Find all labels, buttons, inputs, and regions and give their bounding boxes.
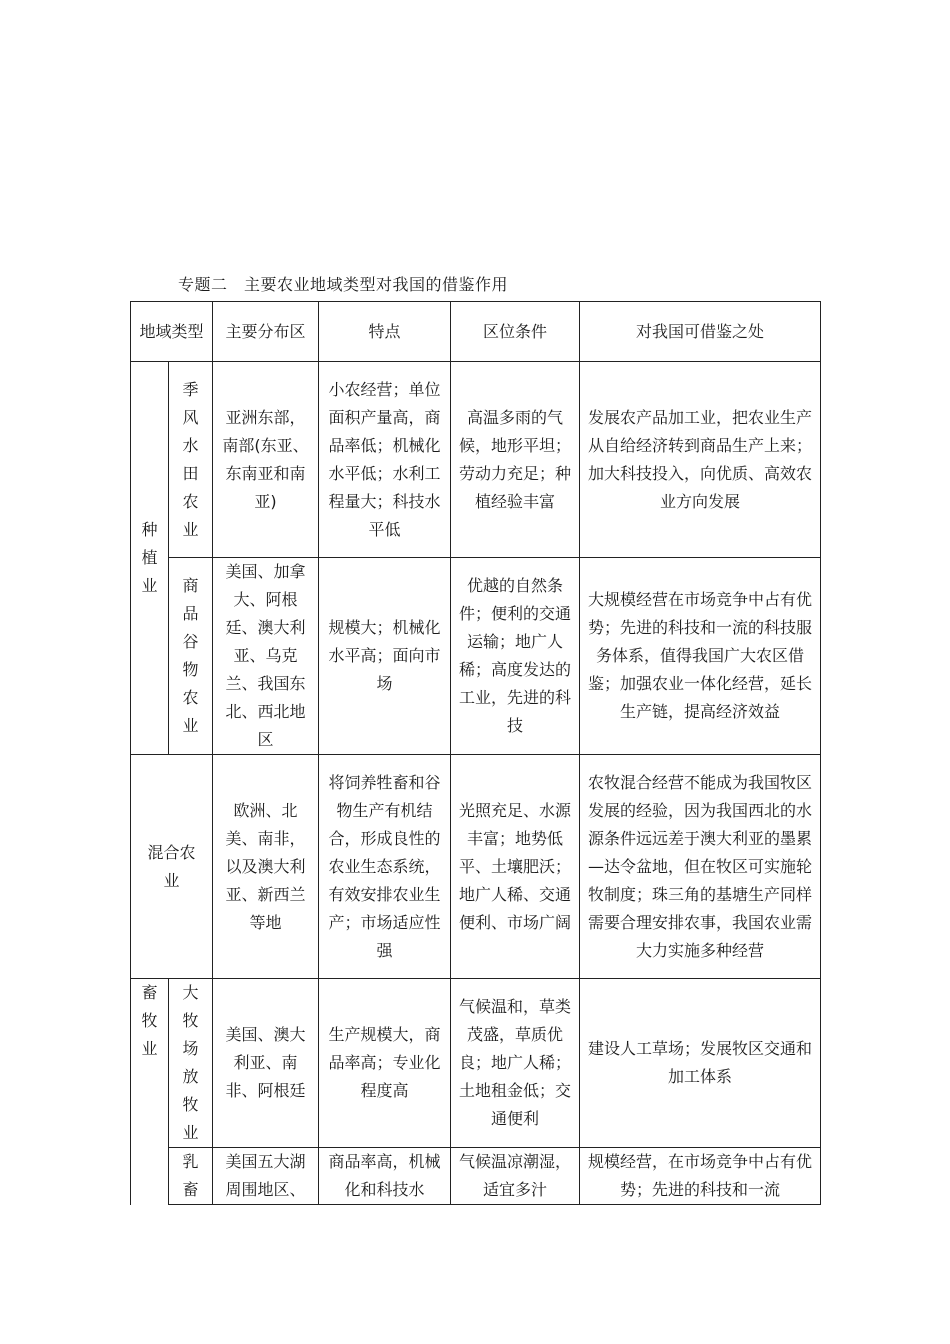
header-lessons: 对我国可借鉴之处 <box>580 302 821 362</box>
row-type: 季风水田农业 <box>169 362 213 558</box>
row-type: 乳畜 <box>169 1148 213 1205</box>
table-row <box>131 362 821 558</box>
row-lessons: 农牧混合经营不能成为我国牧区发展的经验，因为我国西北的水源条件远远差于澳大利亚的墨累—达令盆地，但在牧区可实施轮牧制度；珠三角的基塘生产同样需要合理安排农事，我国农业需大力实施多种经营 <box>580 755 821 979</box>
group-livestock: 畜牧业 <box>131 979 169 1205</box>
row-conditions: 光照充足、水源丰富；地势低平、土壤肥沃；地广人稀、交通便利、市场广阔 <box>451 755 580 979</box>
page-title: 专题二 主要农业地域类型对我国的借鉴作用 <box>178 275 509 294</box>
row-lessons: 规模经营，在市场竞争中占有优势；先进的科技和一流 <box>580 1148 821 1205</box>
row-features: 小农经营；单位面积产量高，商品率低；机械化水平低；水利工程量大；科技水平低 <box>319 362 451 558</box>
row-conditions: 优越的自然条件；便利的交通运输；地广人稀；高度发达的工业，先进的科技 <box>451 558 580 755</box>
row-lessons: 发展农产品加工业，把农业生产从自给经济转到商品生产上来；加大科技投入，向优质、高效农业方向发展 <box>580 362 821 558</box>
header-row <box>131 302 821 362</box>
row-distribution: 美国五大湖周围地区、 <box>213 1148 319 1205</box>
row-type: 大牧场放牧业 <box>169 979 213 1148</box>
row-type: 商品谷物农业 <box>169 558 213 755</box>
group-planting: 种植业 <box>131 362 169 755</box>
header-conditions: 区位条件 <box>451 302 580 362</box>
row-distribution: 美国、澳大利亚、南非、阿根廷 <box>213 979 319 1148</box>
row-lessons: 大规模经营在市场竞争中占有优势；先进的科技和一流的科技服务体系，值得我国广大农区借鉴；加强农业一体化经营，延长生产链，提高经济效益 <box>580 558 821 755</box>
row-conditions: 气候温和，草类茂盛，草质优良；地广人稀；土地租金低；交通便利 <box>451 979 580 1148</box>
row-distribution: 美国、加拿大、阿根廷、澳大利亚、乌克兰、我国东北、西北地区 <box>213 558 319 755</box>
row-lessons: 建设人工草场；发展牧区交通和加工体系 <box>580 979 821 1148</box>
table-row <box>131 979 821 1148</box>
table-row <box>131 755 821 979</box>
table-row <box>131 1148 821 1205</box>
row-features: 生产规模大，商品率高；专业化程度高 <box>319 979 451 1148</box>
row-conditions: 气候温凉潮湿，适宜多汁 <box>451 1148 580 1205</box>
row-distribution: 亚洲东部，南部(东亚、东南亚和南亚) <box>213 362 319 558</box>
table-row <box>131 558 821 755</box>
row-features: 将饲养牲畜和谷物生产有机结合，形成良性的农业生态系统，有效安排农业生产；市场适应性强 <box>319 755 451 979</box>
row-features: 商品率高，机械化和科技水 <box>319 1148 451 1205</box>
row-distribution: 欧洲、北美、南非，以及澳大利亚、新西兰等地 <box>213 755 319 979</box>
agriculture-comparison-table <box>130 301 821 1205</box>
row-conditions: 高温多雨的气候，地形平坦；劳动力充足；种植经验丰富 <box>451 362 580 558</box>
header-distribution: 主要分布区 <box>213 302 319 362</box>
header-features: 特点 <box>319 302 451 362</box>
row-type: 混合农业 <box>131 755 213 979</box>
row-features: 规模大；机械化水平高；面向市场 <box>319 558 451 755</box>
header-type: 地域类型 <box>131 302 213 362</box>
